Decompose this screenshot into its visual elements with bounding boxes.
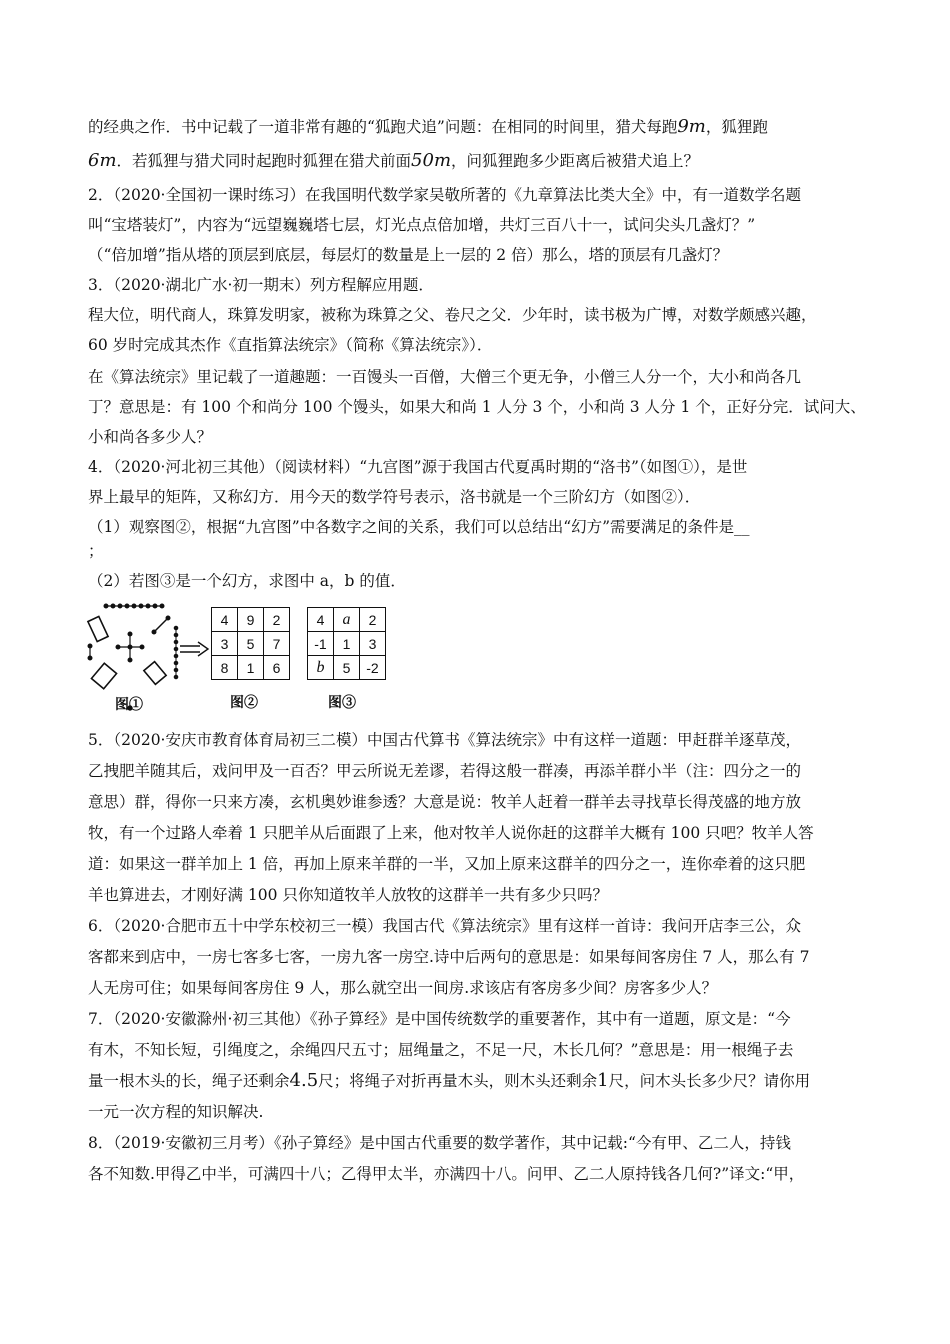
magic-square-figure-3 — [307, 607, 386, 680]
problem-4-line-2: 界上最早的矩阵，又称幻方．用今天的数学符号表示，洛书就是一个三阶幻方（如图②）． — [88, 488, 701, 506]
problem-3-line-3: 60 岁时完成其杰作《直指算法统宗》（简称《算法统宗》）． — [88, 336, 493, 354]
problem-4-line-3: （1）观察图②，根据“九宫图”中各数字之间的关系，我们可以总结出“幻方”需要满足的条件是__ — [88, 518, 750, 536]
grid-cell: 1 — [334, 632, 360, 656]
problem-2-line-1: 2．（2020·全国初一课时练习）在我国明代数学家吴敬所著的《九章算法比类大全》中，有一道数学名题 — [88, 186, 801, 204]
figure-2-caption: 图② — [230, 694, 258, 710]
problem-3-line-5: 丁？意思是：有 100 个和尚分 100 个馒头，如果大和尚 1 人分 3 个，小和尚 3 人分 1 个，正好分完．试问大、 — [88, 398, 866, 416]
problem-5-line-5: 道：如果这一群羊加上 1 倍，再加上原来羊群的一半，又加上原来这群羊的四分之一，连你牵着的这只肥 — [88, 855, 806, 873]
problem-3-line-6: 小和尚各多少人？ — [88, 428, 213, 446]
problem-3-line-2: 程大位，明代商人，珠算发明家，被称为珠算之父、卷尺之父．少年时，读书极为广博，对数学颇感兴趣， — [88, 306, 817, 324]
grid-cell: 2 — [360, 608, 386, 632]
problem-5-line-3: 意思）群，得你一只来方凑，玄机奥妙谁参透？大意是说：牧羊人赶着一群羊去寻找草长得茂盛的地方放 — [88, 793, 802, 811]
problem-5-line-1: 5．（2020·安庆市教育体育局初三二模）中国古代算书《算法统宗》中有这样一道题：甲赶群羊逐草茂， — [88, 731, 801, 749]
grid-cell: 7 — [264, 632, 290, 656]
problem-4-line-5: （2）若图③是一个幻方，求图中 a，b 的值． — [88, 572, 406, 590]
grid-cell-a: a — [334, 608, 360, 632]
problem-7-line-3: 量一根木头的长，绳子还剩余4.5尺；将绳子对折再量木头，则木头还剩余1尺，问木头长多少尺？请你用 — [88, 1070, 811, 1091]
intro-line-2: 6m．若狐狸与猎犬同时起跑时狐狸在猎犬前面50m，问狐狸跑多少距离后被猎犬追上？ — [88, 150, 700, 171]
problem-4-line-4: ； — [88, 542, 104, 560]
problem-8-line-2: 各不知数.甲得乙中半，可满四十八；乙得甲太半，亦满四十八。问甲、乙二人原持钱各几何?”译文:“甲， — [88, 1165, 805, 1183]
problem-8-line-1: 8．（2019·安徽初三月考）《孙子算经》是中国古代重要的数学著作，其中记载:“今有甲、乙二人，持钱 — [88, 1134, 791, 1152]
grid-cell: 5 — [334, 656, 360, 680]
arrow-right-icon — [178, 640, 210, 658]
grid-cell: 4 — [308, 608, 334, 632]
intro-line-1: 的经典之作．书中记载了一道非常有趣的“狐跑犬追”问题：在相同的时间里，猎犬每跑9m，狐狸跑 — [88, 116, 768, 137]
grid-cell-b: b — [308, 656, 334, 680]
grid-cell: 4 — [212, 608, 238, 632]
figure-3-caption: 图③ — [328, 694, 356, 710]
problem-3-line-1: 3．（2020·湖北广水·初一期末）列方程解应用题． — [88, 276, 434, 294]
problem-7-line-2: 有木，不知长短，引绳度之，余绳四尺五寸；屈绳量之，不足一尺，木长几何？”意思是：用一根绳子去 — [88, 1041, 794, 1059]
grid-cell: 6 — [264, 656, 290, 680]
problem-6-line-1: 6．（2020·合肥市五十中学东校初三一模）我国古代《算法统宗》里有这样一首诗：我问开店李三公，众 — [88, 917, 801, 935]
grid-cell: 3 — [212, 632, 238, 656]
grid-cell: -1 — [308, 632, 334, 656]
problem-4-line-1: 4．（2020·河北初三其他）（阅读材料）“九宫图”源于我国古代夏禹时期的“洛书”（如图①），是世 — [88, 458, 748, 476]
problem-6-line-3: 人无房可住；如果每间客房住 9 人，那么就空出一间房.求该店有客房多少间？房客多少人？ — [88, 979, 718, 997]
grid-cell: 8 — [212, 656, 238, 680]
problem-2-line-3: （“倍加增”指从塔的顶层到底层，每层灯的数量是上一层的 2 倍）那么，塔的顶层有几盏灯？ — [88, 246, 729, 264]
problem-7-line-1: 7．（2020·安徽滁州·初三其他）《孙子算经》是中国传统数学的重要著作，其中有一道题，原文是：“今 — [88, 1010, 791, 1028]
magic-square-figure-2 — [211, 607, 290, 680]
problem-7-line-4: 一元一次方程的知识解决. — [88, 1103, 264, 1121]
problem-2-line-2: 叫“宝塔装灯”，内容为“远望巍巍塔七层，灯光点点倍加增，共灯三百八十一，试问尖头几盏灯？” — [88, 216, 756, 234]
grid-cell: 3 — [360, 632, 386, 656]
problem-6-line-2: 客都来到店中，一房七客多七客，一房九客一房空.诗中后两句的意思是：如果每间客房住 7 人，那么有 7 — [88, 948, 810, 966]
grid-cell: 9 — [238, 608, 264, 632]
grid-cell: 5 — [238, 632, 264, 656]
grid-cell: 1 — [238, 656, 264, 680]
top-dots — [104, 604, 164, 608]
problem-5-line-6: 羊也算进去，才刚好满 100 只你知道牧羊人放牧的这群羊一共有多少只吗？ — [88, 886, 608, 904]
grid-cell: -2 — [360, 656, 386, 680]
problem-5-line-4: 牧，有一个过路人牵着 1 只肥羊从后面跟了上来，他对牧羊人说你赶的这群羊大概有 100 只吧？牧羊人答 — [88, 824, 814, 842]
grid-cell: 2 — [264, 608, 290, 632]
problem-5-line-2: 乙拽肥羊随其后，戏问甲及一百否？甲云所说无差谬，若得这般一群凑，再添羊群小半（注：四分之一的 — [88, 762, 802, 780]
figure-1-caption: 图① — [115, 696, 143, 712]
problem-3-line-4: 在《算法统宗》里记载了一道趣题：一百馒头一百僧，大僧三个更无争，小僧三人分一个，大小和尚各几 — [88, 368, 802, 386]
